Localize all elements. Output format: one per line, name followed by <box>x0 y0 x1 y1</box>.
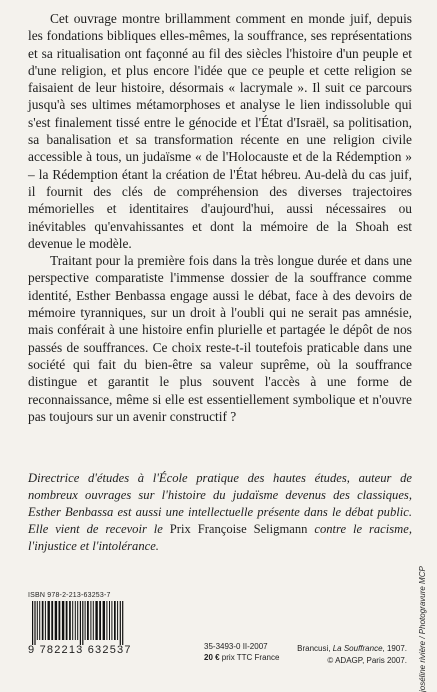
barcode-bars <box>28 601 188 645</box>
barcode-block <box>28 592 196 656</box>
barcode-bar <box>75 601 76 640</box>
barcode-bar <box>114 601 116 640</box>
barcode-bar <box>111 601 112 640</box>
copyright-notice: © ADAGP, Paris 2007. <box>327 656 407 665</box>
barcode-bar <box>93 601 94 640</box>
barcode-bar <box>82 601 83 645</box>
barcode-bar <box>32 601 33 645</box>
image-credit <box>297 643 407 667</box>
summary-text <box>28 10 412 425</box>
barcode-bar <box>37 601 38 640</box>
author-bio-part-2: contre le racisme, l'injustice et l'intolérance. <box>28 522 413 553</box>
barcode-bar <box>42 601 44 640</box>
barcode-bar <box>122 601 123 645</box>
barcode-bar <box>95 601 97 640</box>
barcode-bar <box>106 601 107 640</box>
barcode-bar <box>48 601 50 640</box>
prize-name: Prix Françoise Seligmann <box>169 522 308 536</box>
barcode-bar <box>87 601 89 640</box>
barcode-bar <box>55 601 57 640</box>
author-bio <box>28 470 412 555</box>
barcode-bar <box>85 601 86 640</box>
barcode-bar <box>59 601 61 640</box>
artwork-title: La Souffrance <box>332 644 383 653</box>
barcode-bar <box>39 601 40 640</box>
barcode-bar <box>80 601 81 645</box>
reference-code: 35-3493-0 II-2007 <box>204 642 268 651</box>
barcode-bar <box>90 601 91 640</box>
barcode-bar <box>99 601 101 640</box>
barcode-bar <box>69 601 71 640</box>
artwork-artist: Brancusi, <box>297 644 333 653</box>
barcode-bar <box>34 601 35 645</box>
barcode-bar <box>66 601 68 640</box>
barcode-bar <box>45 601 46 640</box>
price-line <box>204 652 279 663</box>
barcode-bar <box>120 601 121 645</box>
author-bio-part-1: Directrice d'études à l'École pratique des hautes études, auteur de nombreux ouvrages sur l'histoire du judaïsme devenus des classiques, Esther Benbassa est aussi une intellectuelle présente dans le débat public. Elle vient de recevoir le <box>28 471 412 536</box>
price-suffix: prix TTC France <box>219 653 280 662</box>
summary-paragraph-2: Traitant pour la première fois dans la très longue durée et dans une perspective comparatiste l'immense dossier de la souffrance comme identité, Esther Benbassa engage aussi le débat, face à des devoirs de mémoire tyranniques, sur un droit à l'oubli qui ne serait pas amnésie, mais conférait à une histoire enfin plurielle et partagée le dépôt de nos passés de souffrances. Ce choix reste-t-il toutefois praticable dans une société qui fait du bien-être sa valeur suprême, où la souffrance distingue et garantit le plus souvent l'accès à une forme de reconnaissance, même si elle est essentiellement symbolique et n'ouvre pas toujours sur un avenir constructif ? <box>28 253 412 424</box>
artwork-credit <box>297 643 407 655</box>
artwork-year: , 1907. <box>382 644 407 653</box>
barcode-bar <box>117 601 118 640</box>
barcode-bar <box>103 601 105 640</box>
barcode-bar <box>72 601 73 640</box>
barcode-bar <box>62 601 64 640</box>
price-value: 20 € <box>204 653 220 662</box>
isbn-label: ISBN 978-2-213-63253-7 <box>28 592 111 599</box>
barcode-bar <box>77 601 78 640</box>
reference-block <box>204 641 279 663</box>
barcode <box>28 601 196 645</box>
barcode-bar <box>109 601 110 640</box>
summary-paragraph-1: Cet ouvrage montre brillamment comment en monde juif, depuis les fondations bibliques elles-mêmes, la souffrance, ses représentations et sa ritualisation ont façonné au fil des siècles l'histoire d'un peuple et d'une religion, et plus encore l'idée que ce peuple et cette religion se faisaient de leur histoire, désormais « lacrymale ». Il suit ce parcours jusqu'à ses ultimes métamorphoses et analyse le lien indissoluble qui s'est finalement tissé entre le génocide et l'État d'Israël, sa politisation, sa banalisation et sa transformation récente en une religion civile accessible à tous, un judaïsme « de l'Holocauste et de la Rédemption » – la Rédemption étant la création de l'État hébreu. Au-delà du cas juif, il fournit des clés de compréhension des diverses trajectoires mémorielles et identitaires d'aujourd'hui, aussi nécessaires ou inévitables qu'envahissantes et dont la mémoire de la Shoah est devenue le modèle. <box>28 11 412 251</box>
design-credit: joséline rivière / Photogravure MCP <box>418 566 427 692</box>
barcode-bar <box>51 601 53 640</box>
barcode-digits: 9 782213 632537 <box>28 644 132 656</box>
